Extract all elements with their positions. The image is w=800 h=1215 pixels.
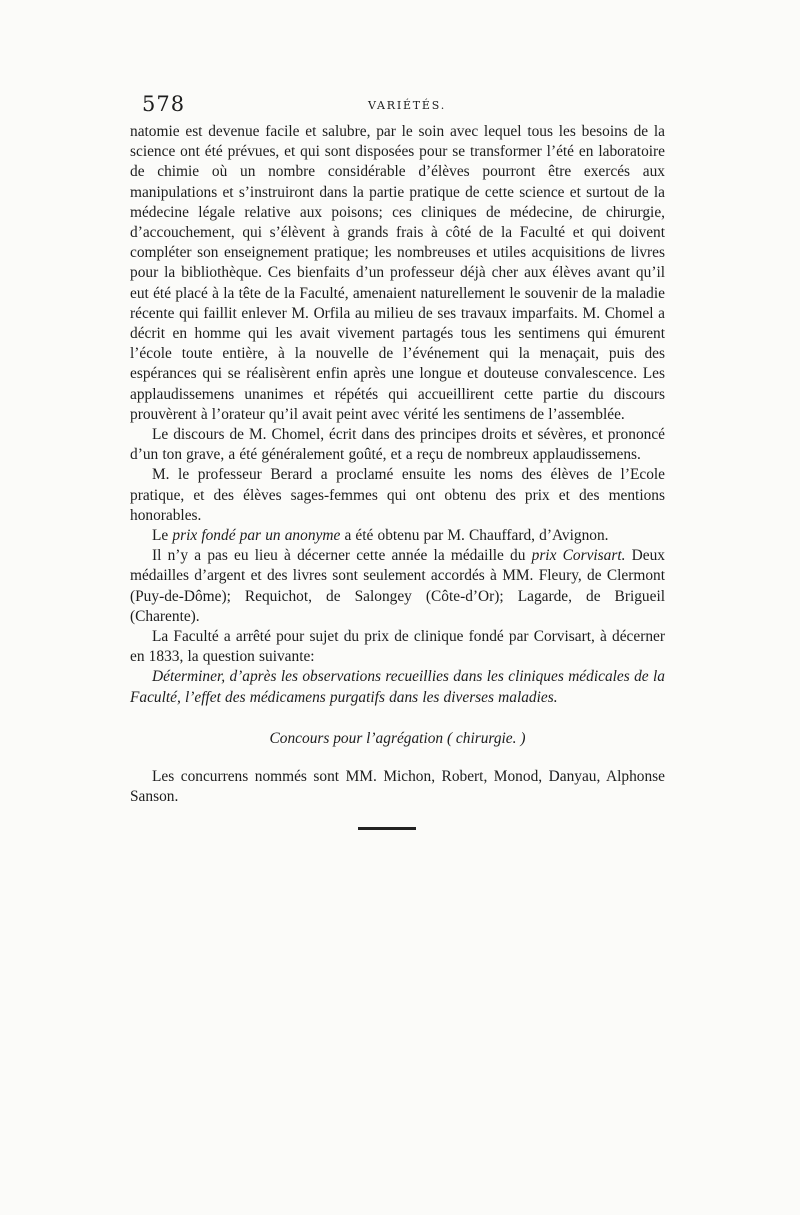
prize-paragraph [130,526,665,546]
corvisart-rest: Deux médailles d’argent et des livres sont seulement accordés à MM. Fleury, de Clermont (Puy-de-Dôme); Requichot, de Salongey (Côte-d’Or); Lagarde, de Brigueil (Charente). [130,547,666,625]
corvisart-italic: prix Corvisart. [531,547,626,565]
page-header [130,92,665,122]
prize-rest: a été obtenu par M. Chauffard, d’Avignon. [340,527,609,545]
document-page [130,92,665,830]
corvisart-paragraph [130,546,665,627]
body-text [130,122,665,708]
corvisart-lead: Il n’y a pas eu lieu à décerner cette année la médaille du [152,547,532,565]
prize-italic: prix fondé par un anonyme [172,527,341,545]
running-head: VARIÉTÉS. [368,99,447,112]
paragraph-3: M. le professeur Berard a proclamé ensuite les noms des élèves de l’Ecole pratique, et des élèves sages-femmes qui ont obtenu des prix et des mentions honorables. [130,466,665,524]
competitors-paragraph: Les concurrens nommés sont MM. Michon, Robert, Monod, Danyau, Alphonse Sanson. [130,767,665,806]
prize-lead: Le [152,527,173,545]
competitors-text [130,767,665,807]
subject-paragraph: La Faculté a arrêté pour sujet du prix de clinique fondé par Corvisart, à décerner en 1833, la question suivante: [130,628,665,666]
page-number: 578 [142,92,186,116]
paragraph-2: Le discours de M. Chomel, écrit dans des principes droits et sévères, et prononcé d’un ton grave, a été généralement goûté, et a reçu de nombreux applaudissemens. [130,426,665,464]
paragraph-1: natomie est devenue facile et salubre, par le soin avec lequel tous les besoins de la science ont été prévues, et qui sont disposées pour se transformer l’été en laboratoire de chimie où un nombre considérable d’élèves pourront être exercés aux manipulations et s’instruiront dans la partie pratique de cette science et surtout de la médecine légale relative aux poisons; ces cliniques de médecine, de chirurgie, d’accouchement, qui s’élèvent à grands frais à côté de la Faculté et qui doivent compléter son enseignement pratique; les nombreuses et utiles acquisitions de livres pour la bibliothèque. Ces bienfaits d’un professeur déjà cher aux élèves avant qu’il eut été placé à la tête de la Faculté, amenaient naturellement le souvenir de la maladie récente qui faillit enlever M. Orfila au milieu de ses travaux imparfaits. M. Chomel a décrit en homme qui les avait vivement partagés tous les sentimens qui émurent l’école toute entière, à la nouvelle de l’événement qui la menaçait, puis des espérances qui se réalisèrent enfin après une longue et douteuse convalescence. Les applaudissemens unanimes et répétés qui accueillirent cette partie du discours prouvèrent à l’orateur qu’il avait peint avec vérité les sentimens de l’assemblée. [130,123,665,423]
question-paragraph: Déterminer, d’après les observations recueillies dans les cliniques médicales de la Faculté, l’effet des médicamens purgatifs dans les diverses maladies. [130,668,665,706]
closing-rule [358,827,416,830]
section-title: Concours pour l’agrégation ( chirurgie. ) [269,729,526,747]
